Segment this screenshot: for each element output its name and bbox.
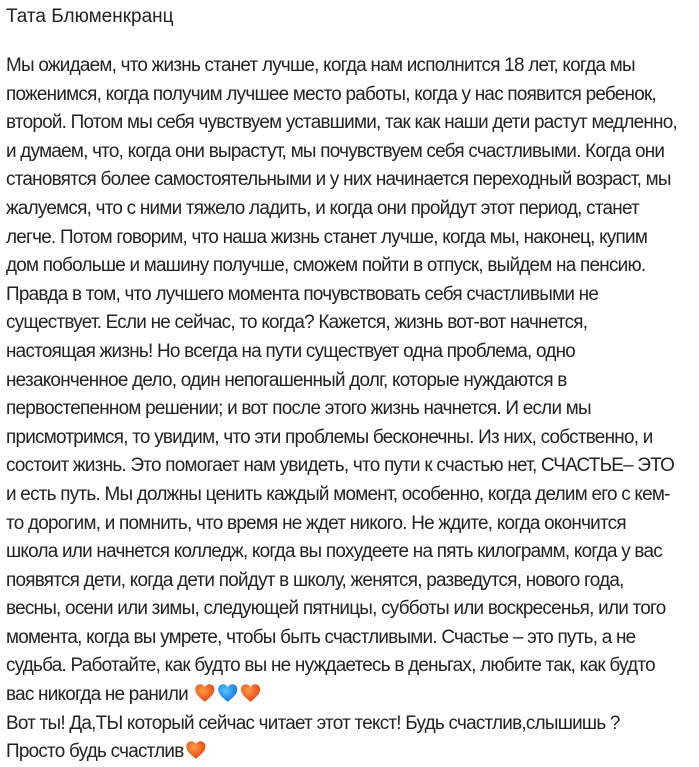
- text-segment: вас никогда не ранили: [6, 684, 193, 706]
- text-line: существует. Если не сейчас, то когда? Кажется, жизнь вот-вот начнется,: [6, 312, 588, 334]
- text-line: появятся дети, когда дети пойдут в школу, женятся, разведутся, нового года,: [6, 569, 624, 591]
- text-line: настоящая жизнь! Но всегда на пути существует одна проблема, одно: [6, 340, 576, 362]
- text-line: и есть путь. Мы должны ценить каждый момент, особенно, когда делим его с кем-: [6, 483, 670, 505]
- text-line-with-hearts: [6, 681, 692, 710]
- text-line: момента, когда вы умрете, чтобы быть счастливыми. Счастье – это путь, а не: [6, 626, 636, 648]
- text-line: становятся более самостоятельными и у них начинается переходный возраст, мы: [6, 169, 671, 191]
- text-line: судьба. Работайте, как будто вы не нуждаетесь в деньгах, любите так, как будто: [6, 655, 655, 677]
- text-line: состоит жизнь. Это помогает нам увидеть, что пути к счастью нет, СЧАСТЬЕ– ЭТО: [6, 455, 675, 477]
- text-line: присмотримся, то увидим, что эти проблемы бесконечны. Из них, собственно, и: [6, 426, 653, 448]
- text-line: то дорогим, и помнить, что время не ждет никого. Не ждите, когда окончится: [6, 512, 626, 534]
- post-author: Тата Блюменкранц: [6, 6, 174, 27]
- text-line: легче. Потом говорим, что наша жизнь станет лучше, когда мы, наконец, купим: [6, 226, 648, 248]
- text-line: весны, осени или зимы, следующей пятницы, субботы или воскресенья, или того: [6, 598, 666, 620]
- text-line: школа или начнется колледж, когда вы похудеете на пять килограмм, когда у вас: [6, 541, 662, 563]
- post-body: [6, 52, 696, 767]
- text-line: незаконченное дело, один непогашенный долг, которые нуждаются в: [6, 369, 567, 391]
- text-line: жалуемся, что с ними тяжело ладить, и когда они пройдут этот период, станет: [6, 197, 640, 219]
- orange-heart-icon: [185, 739, 207, 761]
- text-line: Вот ты! Да,ТЫ который сейчас читает этот текст! Будь счастлив,слышишь ?: [6, 712, 620, 734]
- text-segment: Просто будь счастлив: [6, 741, 184, 763]
- text-line: дом побольше и машину получше, сможем пойти в отпуск, выйдем на пенсию.: [6, 255, 646, 277]
- text-line-final: [6, 738, 692, 767]
- orange-heart-icon: [239, 682, 261, 704]
- text-line: Мы ожидаем, что жизнь станет лучше, когда нам исполнится 18 лет, когда мы: [6, 55, 635, 76]
- text-line: первостепенном решении; и вот после этого жизнь начнется. И если мы: [6, 398, 591, 420]
- text-line: Правда в том, что лучшего момента почувствовать себя счастливыми не: [6, 283, 599, 305]
- blue-heart-icon: [216, 682, 238, 704]
- text-line: и думаем, что, когда они вырастут, мы почувствуем себя счастливыми. Когда они: [6, 140, 665, 162]
- orange-heart-icon: [193, 682, 215, 704]
- text-line: второй. Потом мы себя чувствуем уставшими, так как наши дети растут медленно,: [6, 112, 678, 134]
- text-line: поженимся, когда получим лучшее место работы, когда у нас появится ребенок,: [6, 83, 657, 105]
